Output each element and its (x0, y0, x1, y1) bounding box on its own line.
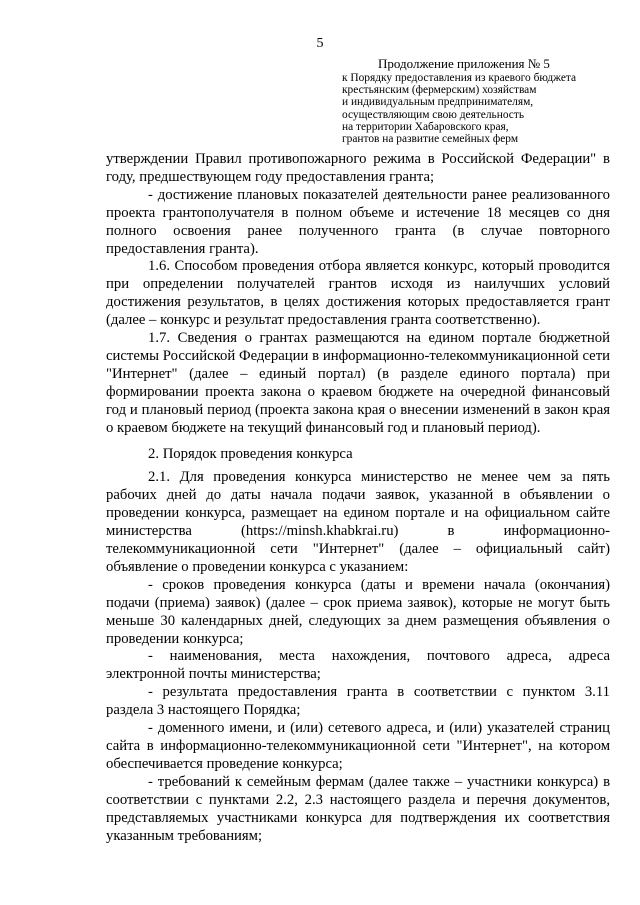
appendix-line: крестьянским (фермерским) хозяйствам (342, 84, 537, 97)
page-number: 5 (316, 36, 324, 51)
paragraph-2-1: 2.1. Для проведения конкурса министерство не менее чем за пять рабочих дней до даты начала подачи заявок, указанной в объявлении о проведении конкурса, размещает на едином портале и на официальном сайте министерства (https://minsh.khabkrai.ru) в информационно-телекоммуникационной сети "Интернет" (далее – официальный сайт) объявление о проведении конкурса с указанием: (106, 469, 610, 575)
paragraph-continuation: утверждении Правил противопожарного режима в Российской Федерации" в году, предшествующем году предоставления гранта; (106, 151, 610, 185)
paragraph-list-item: - результата предоставления гранта в соответствии с пунктом 3.11 раздела 3 настоящего Порядка; (106, 684, 610, 719)
paragraph-list-item: - достижение плановых показателей деятельности ранее реализованного проекта грантополучателя в полном объеме и истечение 18 месяцев со дня полного освоения ранее полученного гранта (в случае повторного предоставления гранта). (106, 186, 610, 257)
section-heading: 2. Порядок проведения конкурса (148, 445, 353, 462)
paragraph-list-item: - сроков проведения конкурса (даты и времени начала (окончания) подачи (приема) заявок) (далее – срок приема заявок), которые не могут быть меньше 30 календарных дней, следующих за днем размещения объявления о проведении конкурса; (106, 576, 610, 647)
appendix-line: и индивидуальным предпринимателям, (342, 96, 534, 109)
paragraph-list-item: - требований к семейным фермам (далее также – участники конкурса) в соответствии с пунктами 2.2, 2.3 настоящего раздела и перечня документов, представляемых участниками конкурса для подтверждения их соответствия указанным требованиям; (106, 773, 610, 844)
appendix-header (342, 56, 626, 145)
appendix-title: Продолжение приложения № 5 (378, 56, 550, 71)
appendix-line: осуществляющим свою деятельность (342, 108, 525, 121)
appendix-line: на территории Хабаровского края, (342, 120, 509, 133)
appendix-line: грантов на развитие семейных ферм (342, 133, 519, 146)
paragraph-list-item: - доменного имени, и (или) сетевого адреса, и (или) указателей страниц сайта в информационно-телекоммуникационной сети "Интернет", на котором обеспечивается проведение конкурса; (106, 720, 610, 772)
paragraph-1-6: 1.6. Способом проведения отбора является конкурс, который проводится при определении получателей грантов исходя из наилучших условий достижения результатов, в целях достижения которых предоставляется грант (далее – конкурс и результат предоставления гранта соответственно). (106, 258, 610, 329)
paragraph-1-7: 1.7. Сведения о грантах размещаются на едином портале бюджетной системы Российской Федерации в информационно-телекоммуникационной сети "Интернет" (далее – единый портал) (в разделе единого портала) при формировании проекта закона о краевом бюджете на очередной финансовый год и плановый период (проекта закона края о внесении изменений в закон края о краевом бюджете на текущий финансовый год и плановый период). (106, 330, 610, 436)
document-body (106, 151, 610, 845)
paragraph-list-item: - наименования, места нахождения, почтового адреса, адреса электронной почты министерства; (106, 648, 610, 683)
appendix-line: к Порядку предоставления из краевого бюджета (342, 72, 577, 84)
